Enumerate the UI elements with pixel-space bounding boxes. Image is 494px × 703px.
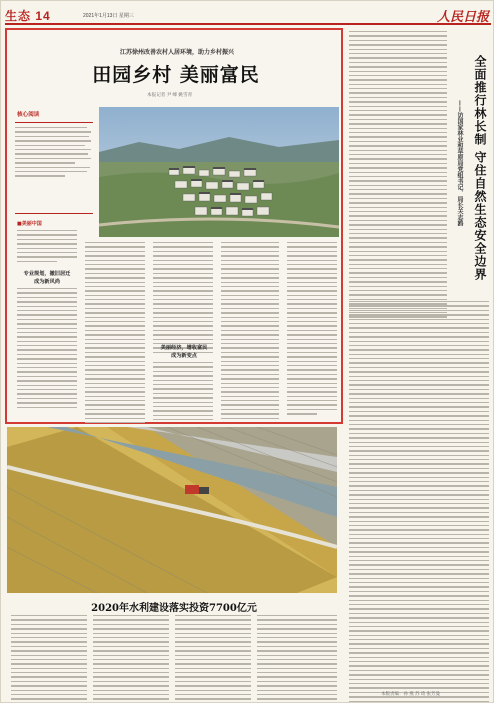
- feature-byline: 本报记者 尹 峰 姚雪青: [147, 92, 193, 97]
- lower-col-4: [257, 615, 337, 703]
- subhead-2a: 美丽经济，增收富民: [160, 345, 208, 351]
- subhead-2b: 成为新变点: [171, 353, 197, 359]
- page-header: [5, 7, 491, 25]
- right-column-text-bottom: [349, 301, 489, 703]
- lower-headline: 2020年水利建设落实投资7700亿元: [91, 603, 257, 614]
- section-tag: ■美丽中国: [17, 221, 42, 227]
- feature-kicker: 江苏徐州改善农村人居环境，助力乡村振兴: [119, 49, 234, 56]
- right-column-subhead: ——访国家林业和草原局党组书记、局长关志鸥: [456, 100, 463, 226]
- village-aerial-photo: [99, 107, 339, 237]
- right-column-headline: 全面推行林长制 守住自然生态安全边界: [473, 55, 487, 282]
- column-1-text: [17, 230, 77, 265]
- subhead-1b: 成为新风尚: [34, 279, 60, 285]
- right-column-text-top: [349, 31, 447, 321]
- column-2-text: [85, 242, 145, 426]
- subhead-1a: 专业规划，撤旧居迁: [23, 271, 71, 277]
- farmland-aerial-photo: [7, 427, 337, 593]
- page-footer: 本版责编：孙 燕 苏 琦 张芳曼: [381, 691, 440, 696]
- section-label: 生态 14: [5, 9, 51, 23]
- lower-col-2: [93, 615, 169, 703]
- column-4-text: [221, 242, 279, 422]
- sidebar-title: 核心阅读: [17, 112, 40, 118]
- newspaper-logo: 人民日报: [436, 10, 489, 25]
- column-3-text: [153, 242, 213, 356]
- lower-col-1: [11, 615, 87, 703]
- lower-col-3: [175, 615, 251, 703]
- issue-date: 2021年1月13日 星期三: [83, 13, 134, 19]
- column-1-text-b: [17, 288, 77, 411]
- sidebar-summary: [15, 122, 93, 214]
- feature-headline: 田园乡村 美丽富民: [92, 64, 260, 86]
- feature-article[interactable]: [5, 28, 343, 424]
- column-3-text-b: [153, 362, 213, 423]
- column-5-text: [287, 242, 337, 418]
